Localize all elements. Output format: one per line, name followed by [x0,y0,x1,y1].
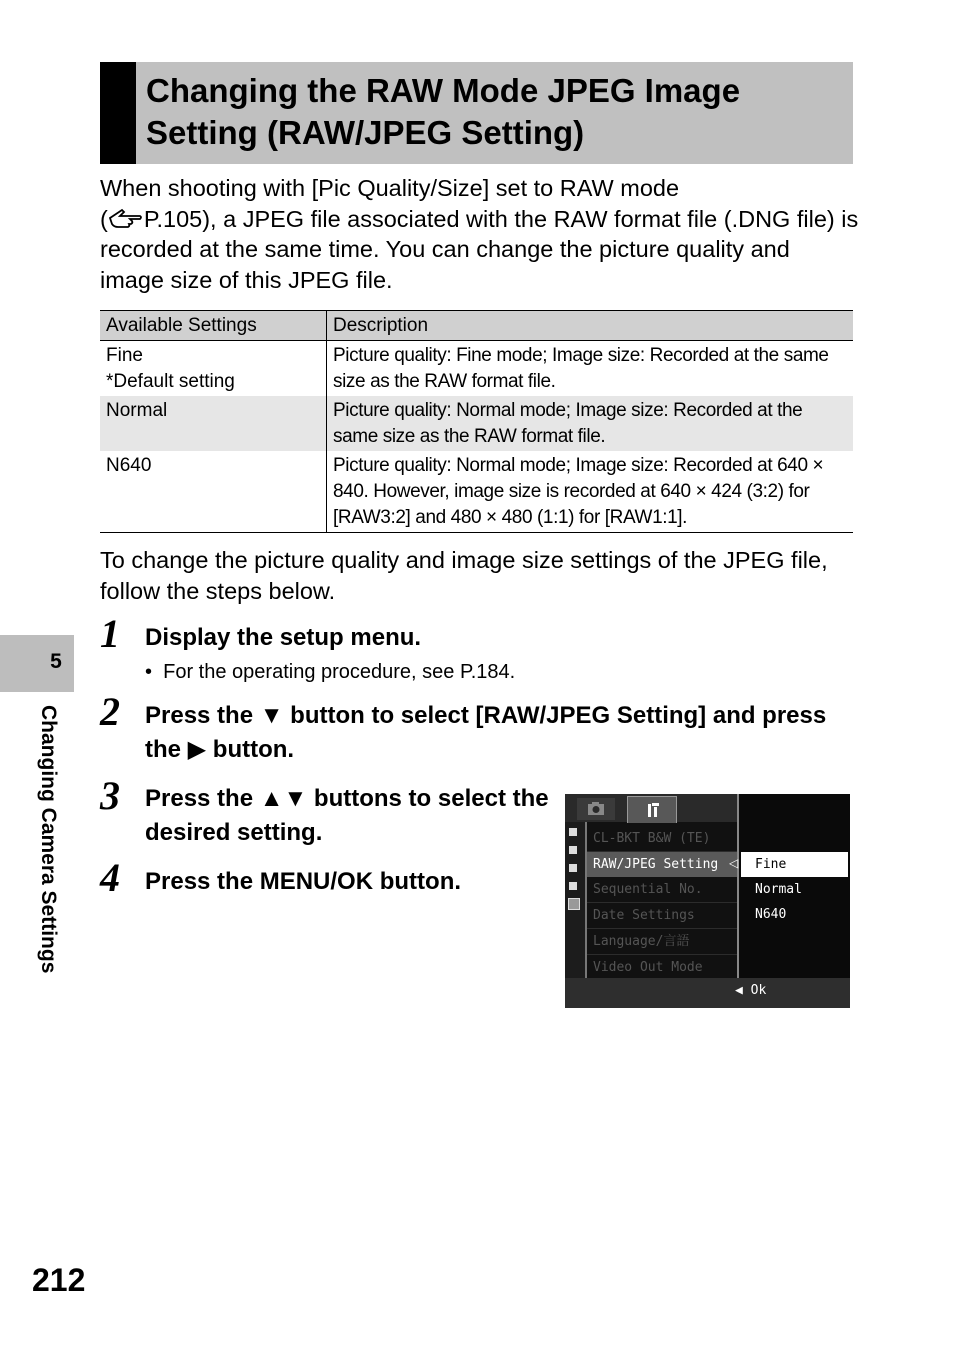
step-2-text-b: button to select [RAW/JPEG Setting] and press the [145,702,827,763]
menu-item[interactable]: Sequential No. [587,877,737,903]
menu-item-selected[interactable]: RAW/JPEG Setting [587,852,737,877]
table-cell-setting [100,396,327,451]
section-title-bar [100,62,853,164]
step-3-text-b: buttons to select the desired setting. [145,785,549,846]
right-arrow-icon: ▶ [187,736,207,763]
camera-icon [577,798,615,820]
option-item[interactable]: Normal [755,882,802,897]
table-cell-description: Picture quality: Fine mode; Image size: Recorded at the same size as the RAW format file. [333,345,829,392]
step-1-number: 1 [100,611,120,656]
camera-tab [577,798,615,820]
title-line-2: Setting (RAW/JPEG Setting) [146,114,585,151]
bullet-dot: • [145,661,164,683]
menu-item[interactable]: Language/言語 [587,929,737,955]
setting-note: *Default setting [106,371,235,392]
page-dot [569,846,577,854]
step-4-number: 4 [100,855,120,900]
ok-hint: ◀ Ok [735,983,767,998]
page-dot-current [568,898,580,910]
settings-table [100,310,853,533]
selector-arrow-icon: ◁ [729,856,739,870]
intro-paragraph [100,173,860,295]
step-1-bullet-text: For the operating procedure, see P.184. [163,661,516,683]
menu-item[interactable]: Date Settings [587,903,737,929]
title-marker [100,62,136,164]
table-cell-description: Picture quality: Normal mode; Image size: Recorded at 640 × 840. However, image size is recorded at 640 × 424 (3:2) for [RAW3:2] and 480 × 480 (1:1) for [RAW1:1]. [333,455,824,528]
chapter-label: Changing Camera Settings [37,705,60,974]
camera-screen [565,794,850,1008]
chapter-number: 5 [50,650,62,673]
menu-page-indicator [565,822,585,978]
screen-footer [565,978,850,1008]
setup-wrench-icon [628,797,676,823]
page-dot [569,882,577,890]
table-cell-description: Picture quality: Normal mode; Image size: Recorded at the same size as the RAW format file. [333,400,803,447]
menu-list [587,826,737,980]
step-2-text-c: button. [206,736,295,763]
page-title [146,70,851,154]
step-2-text [145,699,850,767]
option-item[interactable]: N640 [755,907,787,922]
intro-paren: ( [100,205,108,232]
up-down-arrow-icon: ▲▼ [259,785,308,812]
step-3-text-a: Press the [145,785,260,812]
setting-name: Normal [106,400,168,421]
down-arrow-icon: ▼ [259,702,284,729]
table-header-row [100,311,853,341]
option-item-highlighted[interactable]: Fine [741,852,848,877]
table-row [100,451,853,533]
step-3-number: 3 [100,773,120,818]
step-1-bullet [145,659,845,685]
follow-paragraph: To change the picture quality and image size settings of the JPEG file, follow the steps below. [100,547,828,604]
intro-part-1: When shooting with [Pic Quality/Size] set to RAW mode [100,175,680,201]
table-header-description: Description [333,315,429,336]
table-cell-setting [100,451,327,533]
step-3-text [145,782,550,850]
step-1-text: Display the setup menu. [145,624,422,651]
setting-name: Fine [106,345,143,366]
page-number: 212 [32,1262,86,1298]
table-header-settings: Available Settings [100,311,327,341]
pointing-hand-icon [108,206,144,230]
step-2-text-a: Press the [145,702,260,729]
page-dot [569,864,577,872]
menu-item[interactable]: CL-BKT B&W (TE) [587,826,737,852]
page-dot [569,828,577,836]
title-line-1: Changing the RAW Mode JPEG Image [146,72,741,109]
menu-item[interactable]: Video Out Mode [593,960,703,975]
step-4-text: Press the MENU/OK button. [145,868,462,895]
step-2-number: 2 [100,689,120,734]
options-list [741,852,848,927]
table-row [100,396,853,451]
setup-tab [627,796,677,823]
table-cell-setting [100,341,327,397]
setting-name: N640 [106,455,152,476]
table-row [100,341,853,397]
intro-part-2: P.105), a JPEG file associated with the RAW format file (.DNG file) is recorded at the same time. You can change the picture quality and image size of this JPEG file. [100,205,859,293]
